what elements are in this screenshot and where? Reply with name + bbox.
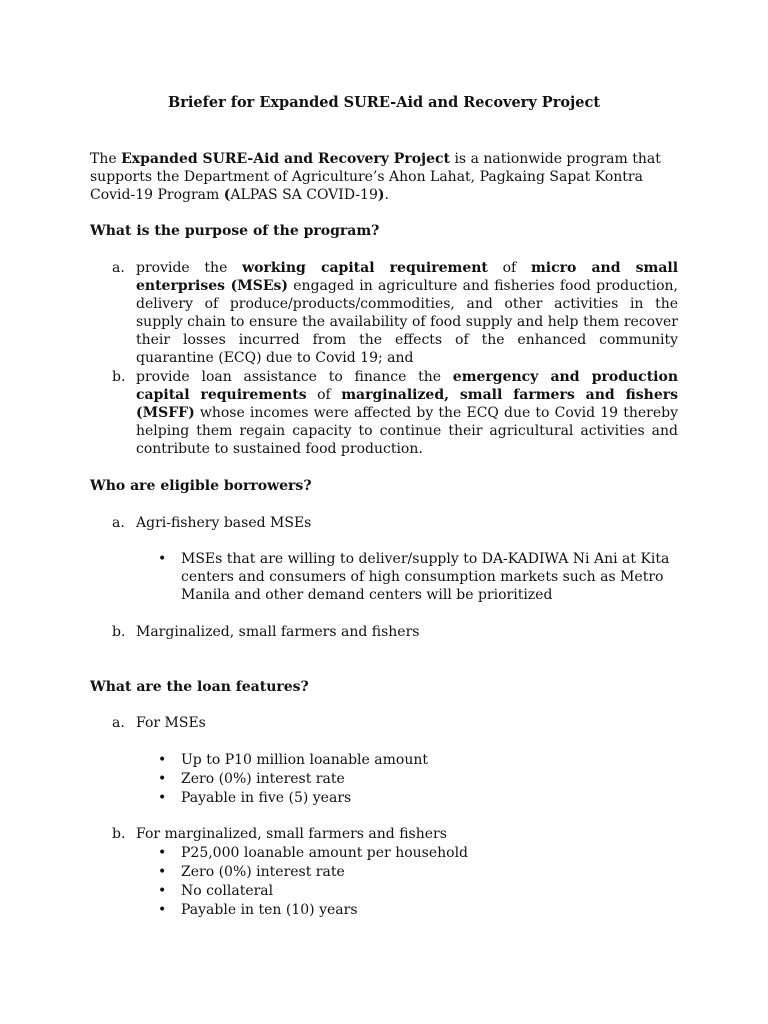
intro-paragraph — [90, 150, 680, 204]
purpose-b-marker: b. — [112, 369, 126, 385]
features-b-bullet-marker: • — [158, 902, 167, 918]
purpose-b-bold-1: emergency and production capital requirements — [136, 369, 678, 403]
features-a-bullet-marker: • — [158, 771, 167, 787]
features-a-bullet-marker: • — [158, 752, 167, 768]
purpose-a-text-1: provide the — [136, 260, 243, 276]
features-b-item: Zero (0%) interest rate — [181, 864, 345, 880]
features-b-item: Payable in ten (10) years — [181, 902, 358, 918]
purpose-b-text-2: of — [306, 387, 342, 403]
intro-program-acronym: ALPAS SA COVID-19 — [230, 187, 378, 203]
features-b-item: No collateral — [181, 883, 274, 899]
features-a-item: Payable in five (5) years — [181, 790, 352, 806]
eligible-b-marker: b. — [112, 624, 126, 640]
intro-paren-open: ( — [223, 187, 231, 203]
page-title: Briefer for Expanded SURE-Aid and Recovery Project — [167, 94, 601, 111]
heading-eligible: Who are eligible borrowers? — [90, 478, 312, 494]
features-b-text: For marginalized, small farmers and fishers — [136, 826, 447, 842]
features-a-marker: a. — [112, 715, 125, 731]
eligible-a-bullet-marker: • — [158, 551, 167, 567]
eligible-a-bullet-text: MSEs that are willing to deliver/supply to DA-KADIWA Ni Ani at Kita centers and consumers of high consumption markets such as Metro Manila and other demand centers will be prioritized — [181, 551, 670, 603]
intro-text-2: is a nationwide program that supports the Department of Agriculture’s Ahon Lahat, Pagkaing Sapat Kontra Covid-19 Program — [90, 151, 661, 203]
features-a-bullet-marker: • — [158, 790, 167, 806]
features-b-bullet-marker: • — [158, 845, 167, 861]
purpose-b-text-1: provide loan assistance to finance the — [136, 369, 453, 385]
purpose-a-bold-2: micro and small enterprises (MSEs) — [136, 260, 679, 294]
features-b-bullet-marker: • — [158, 883, 167, 899]
purpose-a-text-3: engaged in agriculture and fisheries food production, delivery of produce/products/commodities, and other activities in the supply chain to ensure the availability of food supply and help them recover their losses incurred from the effects of the enhanced community quarantine (ECQ) due to Covid 19; and — [136, 278, 678, 366]
purpose-b-bold-2: marginalized, small farmers and fishers (MSFF) — [136, 387, 678, 421]
purpose-a-marker: a. — [112, 260, 125, 276]
eligible-a-text: Agri-fishery based MSEs — [136, 515, 312, 531]
intro-text-1: The — [90, 151, 122, 167]
purpose-b-text-3: whose incomes were affected by the ECQ due to Covid 19 thereby helping them regain capacity to continue their agricultural activities and contribute to sustained food production. — [136, 405, 678, 457]
features-a-item: Up to P10 million loanable amount — [181, 752, 428, 768]
features-b-bullet-marker: • — [158, 864, 167, 880]
intro-period: . — [384, 187, 389, 203]
intro-paren-close: ) — [377, 187, 385, 203]
features-b-marker: b. — [112, 826, 126, 842]
features-a-text: For MSEs — [136, 715, 206, 731]
features-a-item: Zero (0%) interest rate — [181, 771, 345, 787]
heading-features: What are the loan features? — [90, 679, 309, 695]
eligible-b-text: Marginalized, small farmers and fishers — [136, 624, 420, 640]
intro-project-name: Expanded SURE-Aid and Recovery Project — [121, 151, 450, 167]
purpose-a-text — [136, 259, 678, 367]
purpose-a-bold-1: working capital requirement — [242, 260, 488, 276]
heading-purpose: What is the purpose of the program? — [90, 223, 380, 239]
purpose-a-text-2: of — [487, 260, 531, 276]
features-b-item: P25,000 loanable amount per household — [181, 845, 469, 861]
eligible-a-marker: a. — [112, 515, 125, 531]
purpose-b-text — [136, 368, 678, 458]
